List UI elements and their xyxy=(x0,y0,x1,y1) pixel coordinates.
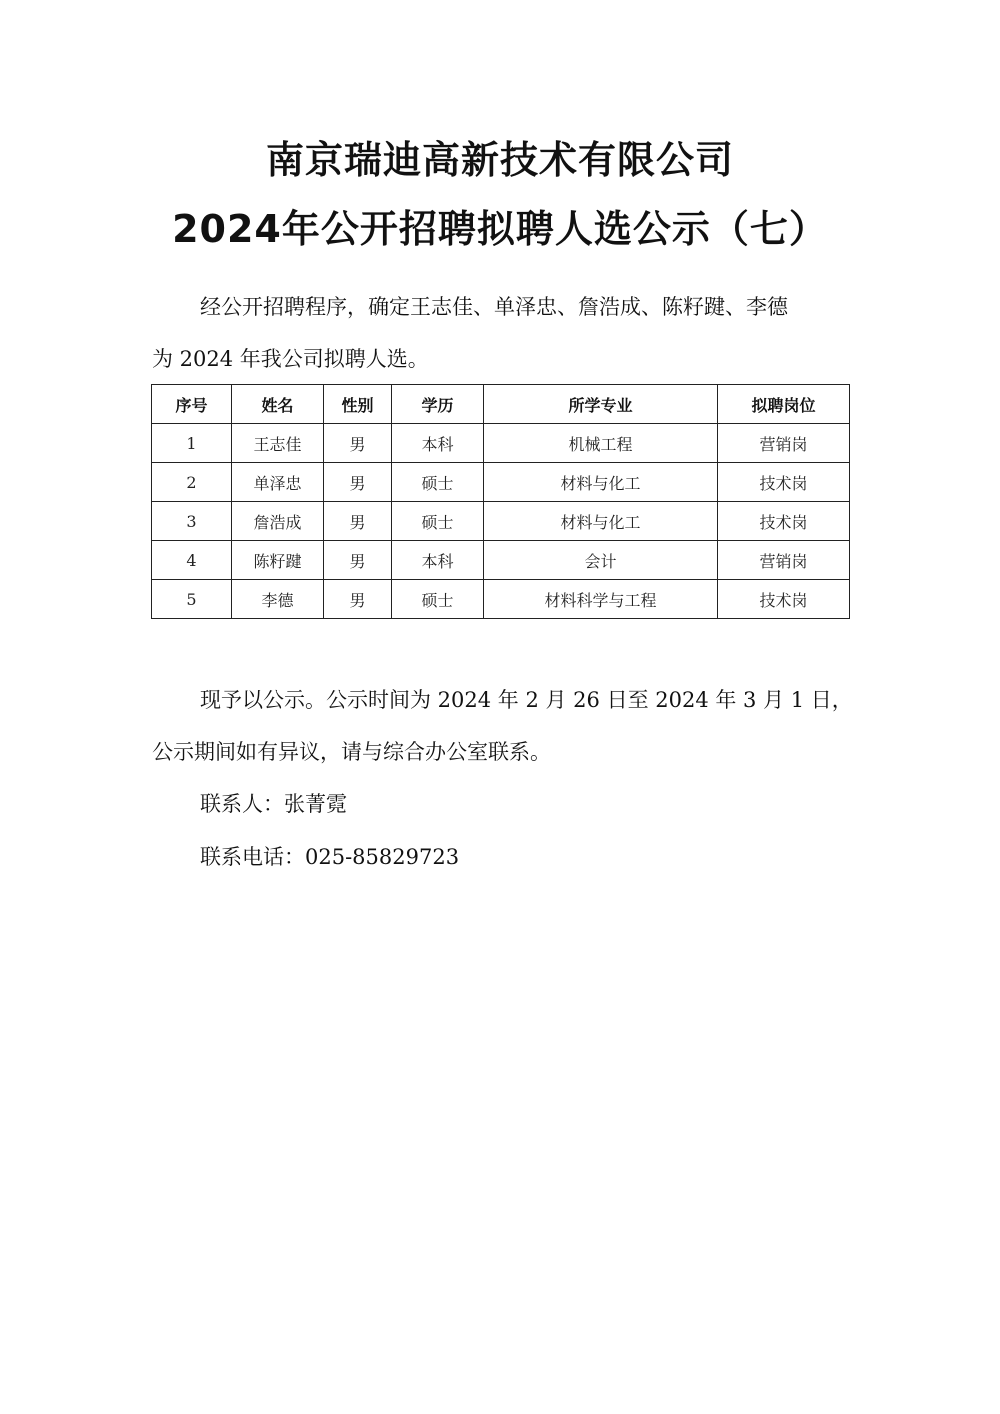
table-row xyxy=(152,424,850,463)
cell-index: 5 xyxy=(152,580,232,619)
cell-education: 本科 xyxy=(392,424,484,463)
intro-paragraph-line-1: 经公开招聘程序，确定王志佳、单泽忠、詹浩成、陈籽踺、李德 xyxy=(200,295,788,319)
cell-major: 会计 xyxy=(484,541,718,580)
notice-paragraph-line-2: 公示期间如有异议，请与综合办公室联系。 xyxy=(152,740,551,764)
header-cell-position: 拟聘岗位 xyxy=(718,385,850,424)
cell-major: 材料与化工 xyxy=(484,463,718,502)
cell-index: 2 xyxy=(152,463,232,502)
table-header-row xyxy=(152,385,850,424)
cell-position: 技术岗 xyxy=(718,463,850,502)
cell-name: 单泽忠 xyxy=(232,463,324,502)
company-name-heading: 南京瑞迪高新技术有限公司 xyxy=(265,138,734,182)
cell-name: 陈籽踺 xyxy=(232,541,324,580)
notice-title-heading: 2024年公开招聘拟聘人选公示（七） xyxy=(172,207,828,251)
table-row xyxy=(152,463,850,502)
cell-gender: 男 xyxy=(324,541,392,580)
cell-index: 4 xyxy=(152,541,232,580)
cell-gender: 男 xyxy=(324,463,392,502)
cell-index: 3 xyxy=(152,502,232,541)
header-cell-name: 姓名 xyxy=(232,385,324,424)
cell-index: 1 xyxy=(152,424,232,463)
cell-name: 詹浩成 xyxy=(232,502,324,541)
header-cell-major: 所学专业 xyxy=(484,385,718,424)
cell-position: 技术岗 xyxy=(718,502,850,541)
cell-gender: 男 xyxy=(324,502,392,541)
cell-name: 李德 xyxy=(232,580,324,619)
cell-name: 王志佳 xyxy=(232,424,324,463)
header-cell-education: 学历 xyxy=(392,385,484,424)
cell-major: 机械工程 xyxy=(484,424,718,463)
cell-position: 营销岗 xyxy=(718,541,850,580)
cell-education: 本科 xyxy=(392,541,484,580)
cell-major: 材料科学与工程 xyxy=(484,580,718,619)
header-cell-gender: 性别 xyxy=(324,385,392,424)
contact-phone: 联系电话：025-85829723 xyxy=(200,845,460,869)
intro-paragraph-line-2: 为 2024 年我公司拟聘人选。 xyxy=(152,347,429,371)
table-row xyxy=(152,580,850,619)
cell-gender: 男 xyxy=(324,580,392,619)
candidate-table xyxy=(151,384,850,619)
notice-paragraph-line-1: 现予以公示。公示时间为 2024 年 2 月 26 日至 2024 年 3 月 1 日， xyxy=(200,688,853,712)
cell-position: 技术岗 xyxy=(718,580,850,619)
cell-education: 硕士 xyxy=(392,580,484,619)
cell-education: 硕士 xyxy=(392,463,484,502)
cell-major: 材料与化工 xyxy=(484,502,718,541)
table-row xyxy=(152,502,850,541)
header-cell-index: 序号 xyxy=(152,385,232,424)
cell-gender: 男 xyxy=(324,424,392,463)
contact-person: 联系人：张菁霓 xyxy=(200,792,347,816)
cell-position: 营销岗 xyxy=(718,424,850,463)
table-row xyxy=(152,541,850,580)
cell-education: 硕士 xyxy=(392,502,484,541)
